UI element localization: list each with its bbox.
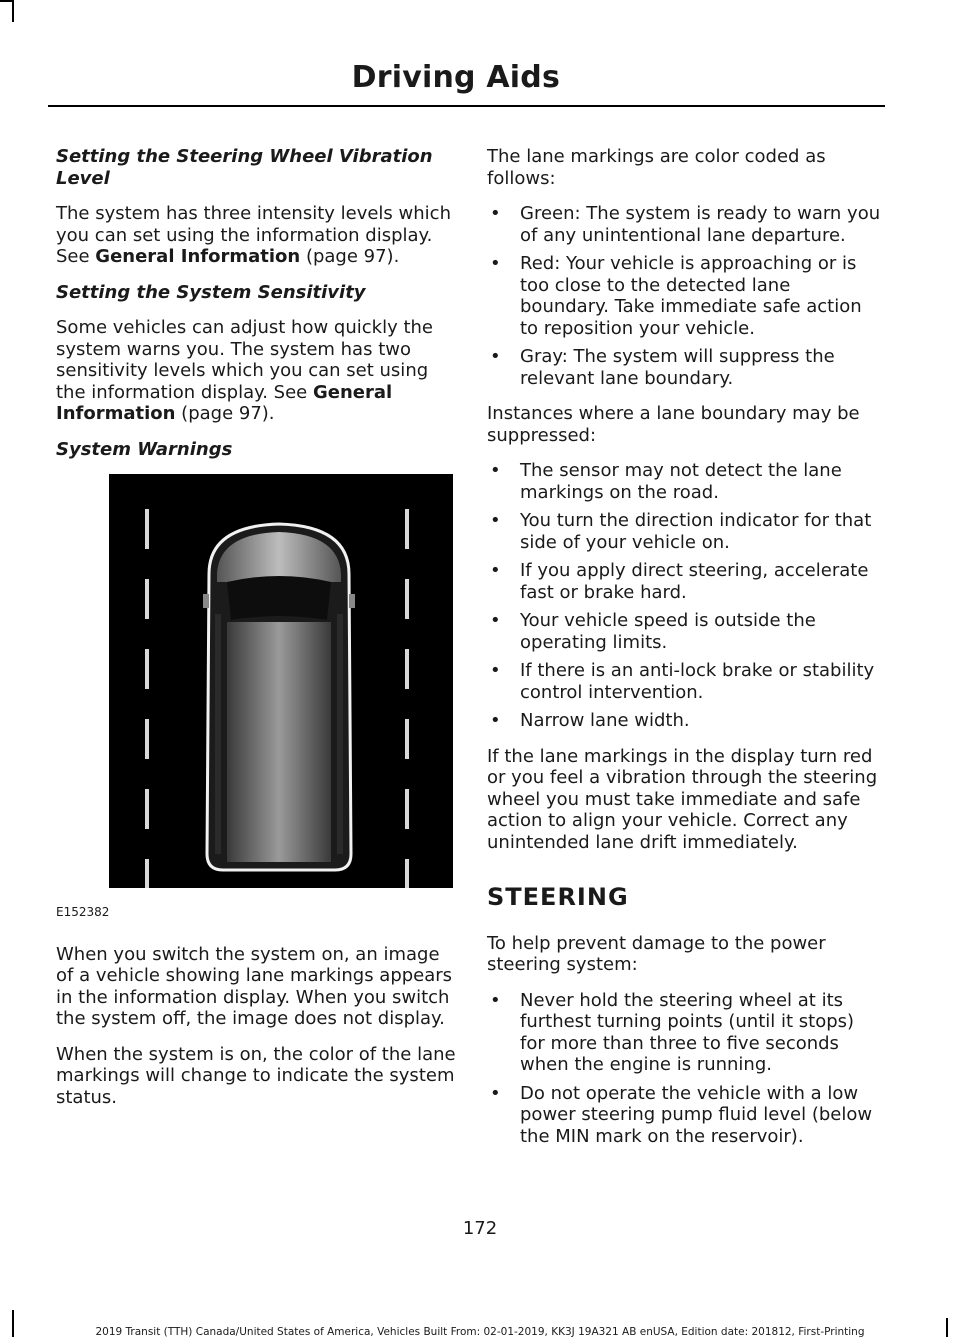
- van-icon: [203, 524, 355, 870]
- paragraph-color-change: When the system is on, the color of the lane markings will change to indicate the system status.: [56, 1043, 456, 1108]
- crop-mark: [0, 0, 12, 2]
- vehicle-lane-image: [109, 474, 453, 888]
- reference-link-general-information[interactable]: General Information: [95, 246, 301, 267]
- figure-code: E152382: [56, 905, 110, 919]
- page-title: Driving Aids: [351, 60, 560, 95]
- suppression-list: [487, 460, 882, 732]
- lane-display-illustration: [109, 474, 453, 888]
- paragraph-color-coded: The lane markings are color coded as follows:: [487, 146, 826, 189]
- page-number: 172: [462, 1218, 498, 1239]
- text: Some vehicles can adjust how quickly the system warns you. The system has two sensitivity levels which you can set using the information display. See: [56, 317, 433, 403]
- paragraph-vibration: [56, 203, 456, 268]
- paragraph-red-warning: If the lane markings in the display turn red or you feel a vibration through the steering wheel you must take immediate and safe action to align your vehicle. Correct any unintended lane drift immediately.: [487, 745, 878, 853]
- left-column: [56, 146, 456, 1122]
- list-item: • Narrow lane width.: [487, 710, 882, 732]
- reference-link-general-information[interactable]: General Information: [56, 381, 393, 424]
- text: (page 97).: [175, 403, 275, 424]
- list-item: • Your vehicle speed is outside the operating limits.: [487, 610, 882, 653]
- footer-edition-info: 2019 Transit (TTH) Canada/United States of America, Vehicles Built From: 02-01-2019, KK3J 19A321 AB enUSA, Edition date: 201812, First-Printing: [95, 1326, 865, 1338]
- list-item: • Never hold the steering wheel at its furthest turning points (until it stops) for more than three to five seconds when the engine is running.: [487, 990, 882, 1076]
- color-code-list: [487, 203, 882, 389]
- heading-system-warnings: System Warnings: [56, 438, 233, 460]
- list-item: • The sensor may not detect the lane markings on the road.: [487, 460, 882, 503]
- crop-mark: [12, 0, 14, 22]
- lane-marking-left: [145, 509, 149, 888]
- section-heading-steering: STEERING: [487, 883, 629, 911]
- header-divider: [48, 105, 885, 107]
- list-item: • If you apply direct steering, accelerate fast or brake hard.: [487, 560, 882, 603]
- paragraph-sensitivity: [56, 317, 456, 425]
- heading-vibration-level: Setting the Steering Wheel Vibration Level: [56, 146, 433, 189]
- list-item: • Gray: The system will suppress the relevant lane boundary.: [487, 346, 882, 389]
- list-item: • You turn the direction indicator for that side of your vehicle on.: [487, 510, 882, 553]
- right-column: [487, 146, 882, 1161]
- heading-system-sensitivity: Setting the System Sensitivity: [56, 281, 366, 303]
- list-item: • Do not operate the vehicle with a low power steering pump fluid level (below the MIN mark on the reservoir).: [487, 1083, 882, 1148]
- lane-marking-right: [405, 509, 409, 888]
- list-item: • Red: Your vehicle is approaching or is too close to the detected lane boundary. Take immediate safe action to reposition your vehicle.: [487, 253, 882, 339]
- paragraph-switch-on: When you switch the system on, an image of a vehicle showing lane markings appears in the information display. When you switch the system off, the image does not display.: [56, 943, 453, 1029]
- text: (page 97).: [300, 246, 400, 267]
- text: The system has three intensity levels which you can set using the information display. See: [56, 203, 451, 267]
- steering-list: [487, 990, 882, 1148]
- paragraph-suppressed: Instances where a lane boundary may be suppressed:: [487, 403, 860, 446]
- list-item: • Green: The system is ready to warn you of any unintentional lane departure.: [487, 203, 882, 246]
- paragraph-steering: To help prevent damage to the power steering system:: [487, 932, 826, 975]
- list-item: • If there is an anti-lock brake or stability control intervention.: [487, 660, 882, 703]
